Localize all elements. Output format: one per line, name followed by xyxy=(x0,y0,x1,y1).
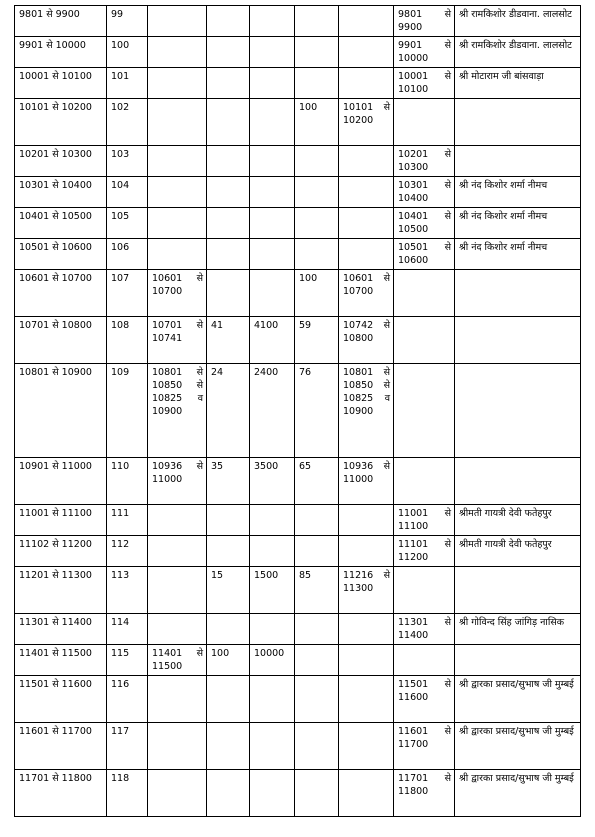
range-text: 9901 से 10000 xyxy=(19,40,86,51)
col4-cell xyxy=(207,723,250,770)
col6-text: 100 xyxy=(299,102,318,113)
range-cell xyxy=(15,458,107,505)
col8-cell xyxy=(394,37,455,68)
range-text: 11102 से 11200 xyxy=(19,539,92,550)
name-place-text: श्री नंद किशोर शर्मा नीमच xyxy=(459,180,548,191)
col5-cell xyxy=(250,567,295,614)
col4-text: 15 xyxy=(211,570,224,581)
serial-number-cell xyxy=(107,239,148,270)
range-cell xyxy=(15,317,107,364)
name-place-cell xyxy=(455,99,581,146)
col8-text: 10301 से 10400 xyxy=(398,180,451,204)
col4-cell xyxy=(207,270,250,317)
col6-text: 85 xyxy=(299,570,312,581)
col8-text: 11701 से 11800 xyxy=(398,773,451,797)
col8-text: 11101 से 11200 xyxy=(398,539,451,563)
col4-cell xyxy=(207,536,250,567)
col6-cell xyxy=(295,270,339,317)
col8-text: 10401 से 10500 xyxy=(398,211,451,235)
col5-cell xyxy=(250,177,295,208)
name-place-cell xyxy=(455,364,581,458)
range-text: 11501 से 11600 xyxy=(19,679,92,690)
range-cell xyxy=(15,676,107,723)
serial-number-text: 104 xyxy=(111,180,130,191)
table-row xyxy=(15,364,581,458)
col7-cell xyxy=(339,676,394,723)
col7-text: 10101 से 10200 xyxy=(343,102,390,126)
serial-number-text: 105 xyxy=(111,211,130,222)
col5-cell xyxy=(250,364,295,458)
serial-number-cell xyxy=(107,505,148,536)
col4-cell xyxy=(207,239,250,270)
table-row xyxy=(15,723,581,770)
table-row xyxy=(15,270,581,317)
col5-cell xyxy=(250,37,295,68)
col7-cell xyxy=(339,68,394,99)
serial-number-text: 113 xyxy=(111,570,130,581)
range-text: 10001 से 10100 xyxy=(19,71,92,82)
col8-text: 11301 से 11400 xyxy=(398,617,451,641)
col7-cell xyxy=(339,645,394,676)
serial-number-cell xyxy=(107,270,148,317)
col5-cell xyxy=(250,146,295,177)
col3-cell xyxy=(148,146,207,177)
serial-number-text: 101 xyxy=(111,71,130,82)
col3-cell xyxy=(148,723,207,770)
col4-cell xyxy=(207,458,250,505)
col7-text: 10801 से 10850 से 10825 व 10900 xyxy=(343,367,390,417)
range-text: 10201 से 10300 xyxy=(19,149,92,160)
table-row xyxy=(15,536,581,567)
col8-cell xyxy=(394,177,455,208)
col3-cell xyxy=(148,614,207,645)
col3-cell xyxy=(148,770,207,817)
name-place-cell xyxy=(455,645,581,676)
range-cell xyxy=(15,505,107,536)
col4-cell xyxy=(207,505,250,536)
col6-cell xyxy=(295,723,339,770)
col6-cell xyxy=(295,645,339,676)
col3-cell xyxy=(148,676,207,723)
col5-cell xyxy=(250,270,295,317)
serial-number-cell xyxy=(107,645,148,676)
name-place-text: श्री रामकिशोर डीडवाना. लालसोट xyxy=(459,40,572,51)
col6-cell xyxy=(295,676,339,723)
table-row xyxy=(15,567,581,614)
col5-cell xyxy=(250,458,295,505)
col6-cell xyxy=(295,208,339,239)
col7-cell xyxy=(339,99,394,146)
col8-text: 10501 से 10600 xyxy=(398,242,451,266)
col7-cell xyxy=(339,177,394,208)
col6-cell xyxy=(295,68,339,99)
col3-cell xyxy=(148,68,207,99)
col8-text: 11001 से 11100 xyxy=(398,508,451,532)
col7-cell xyxy=(339,458,394,505)
col3-cell xyxy=(148,270,207,317)
col8-cell xyxy=(394,723,455,770)
serial-number-cell xyxy=(107,364,148,458)
col4-cell xyxy=(207,68,250,99)
col4-cell xyxy=(207,614,250,645)
name-place-cell xyxy=(455,177,581,208)
range-text: 10501 से 10600 xyxy=(19,242,92,253)
col3-text: 10936 से 11000 xyxy=(152,461,203,485)
col6-cell xyxy=(295,239,339,270)
serial-number-text: 116 xyxy=(111,679,130,690)
table-row xyxy=(15,177,581,208)
serial-number-text: 118 xyxy=(111,773,130,784)
name-place-cell xyxy=(455,146,581,177)
col5-cell xyxy=(250,239,295,270)
col7-text: 10742 से 10800 xyxy=(343,320,390,344)
name-place-cell xyxy=(455,676,581,723)
col4-cell xyxy=(207,177,250,208)
range-text: 10601 से 10700 xyxy=(19,273,92,284)
name-place-cell xyxy=(455,68,581,99)
table-row xyxy=(15,6,581,37)
col6-cell xyxy=(295,37,339,68)
col3-cell xyxy=(148,37,207,68)
name-place-text: श्रीमती गायत्री देवी फतेहपुर xyxy=(459,508,552,519)
serial-number-text: 109 xyxy=(111,367,130,378)
table-row xyxy=(15,37,581,68)
range-text: 11401 से 11500 xyxy=(19,648,92,659)
col5-cell xyxy=(250,68,295,99)
name-place-text: श्रीमती गायत्री देवी फतेहपुर xyxy=(459,539,552,550)
serial-number-cell xyxy=(107,458,148,505)
col3-cell xyxy=(148,536,207,567)
range-text: 10101 से 10200 xyxy=(19,102,92,113)
name-place-cell xyxy=(455,6,581,37)
col8-cell xyxy=(394,770,455,817)
serial-number-cell xyxy=(107,723,148,770)
col6-cell xyxy=(295,6,339,37)
range-cell xyxy=(15,770,107,817)
col5-text: 1500 xyxy=(254,570,279,581)
name-place-cell xyxy=(455,270,581,317)
name-place-cell xyxy=(455,723,581,770)
name-place-cell xyxy=(455,208,581,239)
range-cell xyxy=(15,146,107,177)
range-cell xyxy=(15,364,107,458)
table-row xyxy=(15,68,581,99)
serial-number-cell xyxy=(107,99,148,146)
serial-number-cell xyxy=(107,536,148,567)
col7-cell xyxy=(339,6,394,37)
col3-cell xyxy=(148,317,207,364)
col8-cell xyxy=(394,68,455,99)
range-text: 11601 से 11700 xyxy=(19,726,92,737)
col5-cell xyxy=(250,317,295,364)
col3-cell xyxy=(148,458,207,505)
col5-cell xyxy=(250,99,295,146)
range-cell xyxy=(15,177,107,208)
serial-number-text: 117 xyxy=(111,726,130,737)
range-cell xyxy=(15,614,107,645)
name-place-cell xyxy=(455,458,581,505)
range-cell xyxy=(15,723,107,770)
col6-cell xyxy=(295,536,339,567)
col4-cell xyxy=(207,208,250,239)
serial-number-cell xyxy=(107,6,148,37)
col7-cell xyxy=(339,505,394,536)
col4-cell xyxy=(207,676,250,723)
range-text: 10901 से 11000 xyxy=(19,461,92,472)
col8-cell xyxy=(394,6,455,37)
col8-text: 10201 से 10300 xyxy=(398,149,451,173)
col4-cell xyxy=(207,645,250,676)
name-place-cell xyxy=(455,567,581,614)
serial-number-cell xyxy=(107,676,148,723)
col5-cell xyxy=(250,770,295,817)
name-place-cell xyxy=(455,317,581,364)
col5-text: 2400 xyxy=(254,367,279,378)
table-row xyxy=(15,458,581,505)
col7-cell xyxy=(339,239,394,270)
table-row xyxy=(15,146,581,177)
serial-number-text: 102 xyxy=(111,102,130,113)
col8-cell xyxy=(394,99,455,146)
col7-cell xyxy=(339,567,394,614)
col3-cell xyxy=(148,99,207,146)
serial-number-text: 100 xyxy=(111,40,130,51)
col8-cell xyxy=(394,536,455,567)
range-cell xyxy=(15,270,107,317)
serial-number-text: 106 xyxy=(111,242,130,253)
col3-text: 10601 से 10700 xyxy=(152,273,203,297)
serial-number-cell xyxy=(107,177,148,208)
col7-cell xyxy=(339,270,394,317)
range-cell xyxy=(15,99,107,146)
col5-text: 4100 xyxy=(254,320,279,331)
col5-text: 10000 xyxy=(254,648,285,659)
col4-cell xyxy=(207,6,250,37)
col6-cell xyxy=(295,99,339,146)
range-text: 11001 से 11100 xyxy=(19,508,92,519)
col5-cell xyxy=(250,723,295,770)
serial-number-text: 111 xyxy=(111,508,130,519)
col7-cell xyxy=(339,146,394,177)
col6-cell xyxy=(295,614,339,645)
serial-number-text: 114 xyxy=(111,617,130,628)
col6-cell xyxy=(295,505,339,536)
range-cell xyxy=(15,6,107,37)
col8-cell xyxy=(394,676,455,723)
col7-cell xyxy=(339,317,394,364)
range-text: 9801 से 9900 xyxy=(19,9,80,20)
col3-cell xyxy=(148,177,207,208)
range-text: 10701 से 10800 xyxy=(19,320,92,331)
name-place-cell xyxy=(455,536,581,567)
col8-text: 11501 से 11600 xyxy=(398,679,451,703)
range-text: 10301 से 10400 xyxy=(19,180,92,191)
col8-text: 9801 से 9900 xyxy=(398,9,451,33)
col5-cell xyxy=(250,208,295,239)
name-place-text: श्री नंद किशोर शर्मा नीमच xyxy=(459,211,548,222)
col7-cell xyxy=(339,364,394,458)
col8-cell xyxy=(394,614,455,645)
range-cell xyxy=(15,645,107,676)
col6-cell xyxy=(295,317,339,364)
col6-text: 59 xyxy=(299,320,312,331)
col7-text: 10601 से 10700 xyxy=(343,273,390,297)
col3-text: 10701 से 10741 xyxy=(152,320,203,344)
serial-number-cell xyxy=(107,614,148,645)
serial-number-cell xyxy=(107,146,148,177)
col7-cell xyxy=(339,770,394,817)
col5-text: 3500 xyxy=(254,461,279,472)
range-text: 11201 से 11300 xyxy=(19,570,92,581)
name-place-cell xyxy=(455,505,581,536)
serial-number-text: 107 xyxy=(111,273,130,284)
name-place-text: श्री गोविन्द सिंह जांगिड़ नासिक xyxy=(459,617,565,628)
col4-text: 24 xyxy=(211,367,224,378)
col5-cell xyxy=(250,645,295,676)
serial-number-text: 108 xyxy=(111,320,130,331)
col3-cell xyxy=(148,208,207,239)
col8-text: 10001 से 10100 xyxy=(398,71,451,95)
col3-cell xyxy=(148,6,207,37)
col4-cell xyxy=(207,37,250,68)
table-row xyxy=(15,317,581,364)
col6-text: 76 xyxy=(299,367,312,378)
col8-cell xyxy=(394,270,455,317)
col4-cell xyxy=(207,567,250,614)
col8-cell xyxy=(394,505,455,536)
col8-cell xyxy=(394,208,455,239)
table-row xyxy=(15,99,581,146)
name-place-text: श्री मोटाराम जी बांसवाड़ा xyxy=(459,71,544,82)
range-cell xyxy=(15,567,107,614)
name-place-text: श्री द्वारका प्रसाद/सुभाष जी मुम्बई xyxy=(459,679,574,690)
col8-cell xyxy=(394,458,455,505)
col5-cell xyxy=(250,614,295,645)
range-text: 11701 से 11800 xyxy=(19,773,92,784)
serial-number-text: 99 xyxy=(111,9,124,20)
col6-cell xyxy=(295,567,339,614)
col7-cell xyxy=(339,614,394,645)
col3-cell xyxy=(148,567,207,614)
col3-cell xyxy=(148,239,207,270)
col5-cell xyxy=(250,505,295,536)
col4-cell xyxy=(207,770,250,817)
serial-number-cell xyxy=(107,68,148,99)
table-row xyxy=(15,676,581,723)
col7-text: 10936 से 11000 xyxy=(343,461,390,485)
col8-text: 9901 से 10000 xyxy=(398,40,451,64)
table-row xyxy=(15,208,581,239)
col8-cell xyxy=(394,239,455,270)
range-text: 11301 से 11400 xyxy=(19,617,92,628)
serial-number-cell xyxy=(107,770,148,817)
serial-number-cell xyxy=(107,208,148,239)
name-place-cell xyxy=(455,239,581,270)
col6-text: 65 xyxy=(299,461,312,472)
range-cell xyxy=(15,239,107,270)
col6-cell xyxy=(295,458,339,505)
table-row xyxy=(15,770,581,817)
col3-text: 11401 से 11500 xyxy=(152,648,203,672)
col4-cell xyxy=(207,364,250,458)
name-place-text: श्री द्वारका प्रसाद/सुभाष जी मुम्बई xyxy=(459,726,574,737)
name-place-cell xyxy=(455,37,581,68)
serial-number-text: 110 xyxy=(111,461,130,472)
range-cell xyxy=(15,37,107,68)
col3-cell xyxy=(148,645,207,676)
col7-cell xyxy=(339,723,394,770)
col8-cell xyxy=(394,567,455,614)
col4-cell xyxy=(207,99,250,146)
col6-text: 100 xyxy=(299,273,318,284)
name-place-cell xyxy=(455,770,581,817)
table-row xyxy=(15,239,581,270)
col6-cell xyxy=(295,364,339,458)
range-cell xyxy=(15,536,107,567)
serial-number-text: 115 xyxy=(111,648,130,659)
table-row xyxy=(15,614,581,645)
col8-cell xyxy=(394,364,455,458)
serial-number-text: 112 xyxy=(111,539,130,550)
serial-number-cell xyxy=(107,317,148,364)
serial-number-text: 103 xyxy=(111,149,130,160)
col6-cell xyxy=(295,770,339,817)
receipt-register-table xyxy=(14,5,581,817)
col5-cell xyxy=(250,6,295,37)
col5-cell xyxy=(250,536,295,567)
col6-cell xyxy=(295,177,339,208)
name-place-cell xyxy=(455,614,581,645)
col3-cell xyxy=(148,505,207,536)
col4-text: 100 xyxy=(211,648,230,659)
col7-cell xyxy=(339,208,394,239)
table-row xyxy=(15,505,581,536)
col8-cell xyxy=(394,146,455,177)
table-row xyxy=(15,645,581,676)
serial-number-cell xyxy=(107,567,148,614)
col4-text: 35 xyxy=(211,461,224,472)
col7-text: 11216 से 11300 xyxy=(343,570,390,594)
col4-cell xyxy=(207,317,250,364)
range-cell xyxy=(15,68,107,99)
col3-cell xyxy=(148,364,207,458)
col4-text: 41 xyxy=(211,320,224,331)
name-place-text: श्री द्वारका प्रसाद/सुभाष जी मुम्बई xyxy=(459,773,574,784)
col6-cell xyxy=(295,146,339,177)
range-text: 10801 से 10900 xyxy=(19,367,92,378)
serial-number-cell xyxy=(107,37,148,68)
col8-cell xyxy=(394,317,455,364)
name-place-text: श्री रामकिशोर डीडवाना. लालसोट xyxy=(459,9,572,20)
col8-cell xyxy=(394,645,455,676)
col4-cell xyxy=(207,146,250,177)
col8-text: 11601 से 11700 xyxy=(398,726,451,750)
col7-cell xyxy=(339,37,394,68)
col3-text: 10801 से 10850 से 10825 व 10900 xyxy=(152,367,203,417)
range-text: 10401 से 10500 xyxy=(19,211,92,222)
range-cell xyxy=(15,208,107,239)
col7-cell xyxy=(339,536,394,567)
col5-cell xyxy=(250,676,295,723)
name-place-text: श्री नंद किशोर शर्मा नीमच xyxy=(459,242,548,253)
